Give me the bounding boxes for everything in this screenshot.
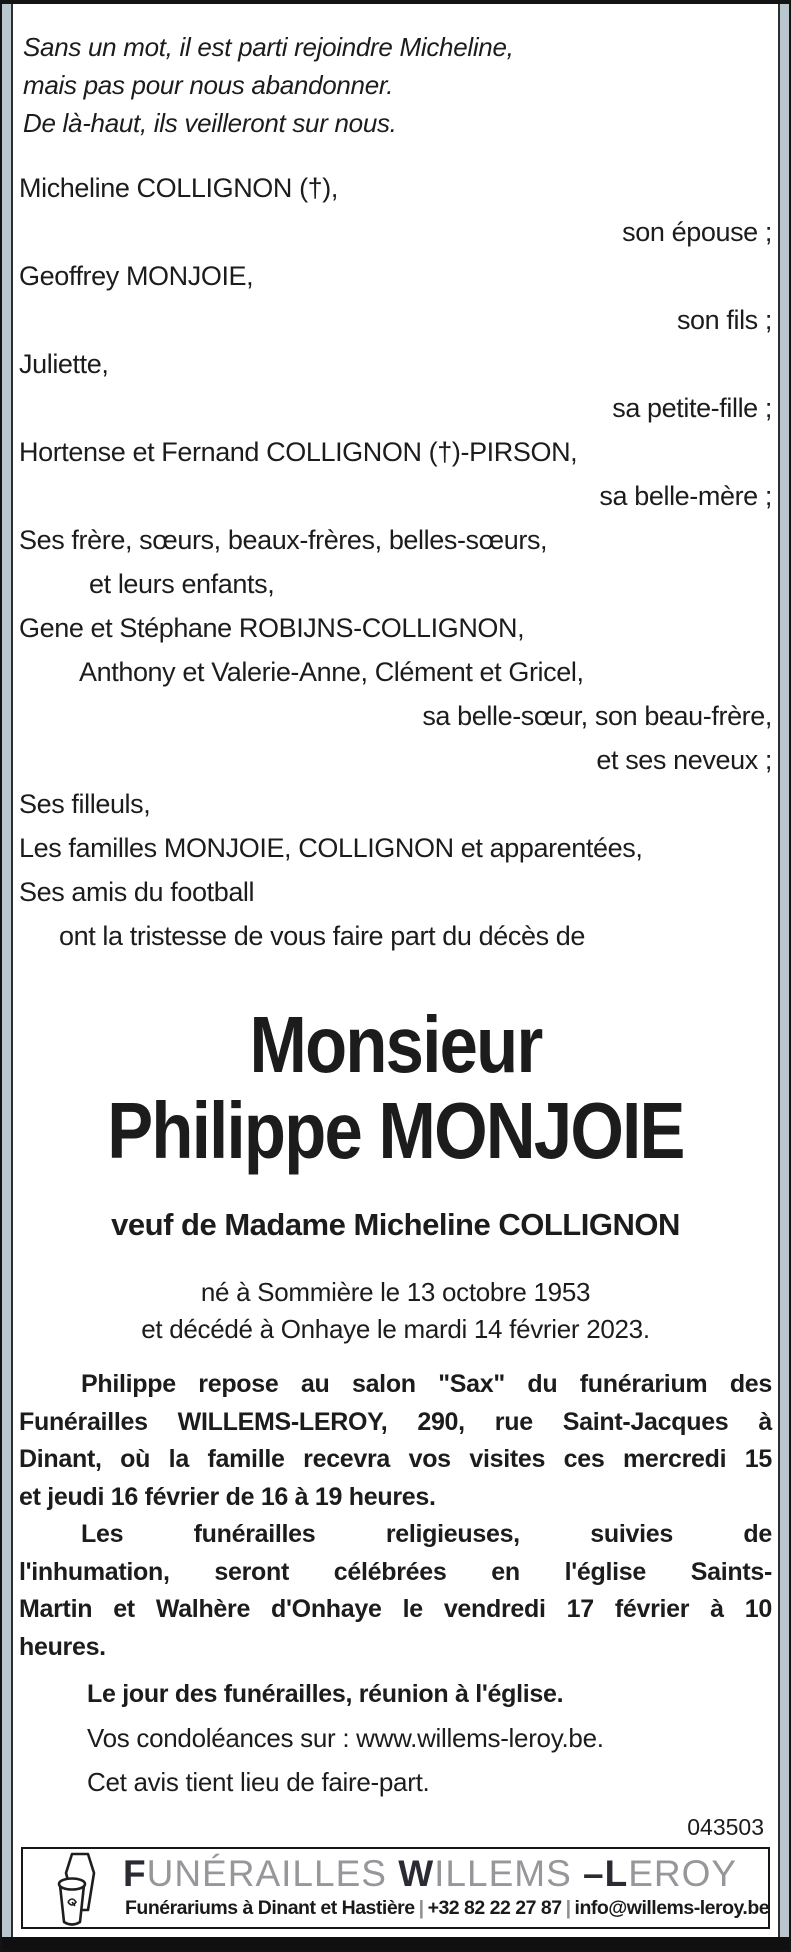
paragraph-line: Funérailles WILLEMS-LEROY, 290, rue Saint-Jacques à <box>19 1407 772 1436</box>
brand-tagline <box>125 1895 769 1921</box>
widower-subtitle: veuf de Madame Micheline COLLIGNON <box>111 1207 680 1242</box>
notice-line: Cet avis tient lieu de faire-part. <box>87 1767 430 1797</box>
family-relation-line: sa petite-fille ; <box>612 393 772 423</box>
death-line: et décédé à Onhaye le mardi 14 février 2023. <box>141 1314 650 1344</box>
reference-number: 043503 <box>687 1814 764 1840</box>
family-line: Geoffrey MONJOIE, <box>19 261 254 291</box>
church-meeting-line: Le jour des funérailles, réunion à l'église. <box>87 1680 564 1708</box>
tagline-location: Funérariums à Dinant et Hastière <box>125 1897 415 1919</box>
birth-death-dates <box>19 1274 772 1348</box>
paragraph-line: l'inhumation, seront célébrées en l'église Saints- <box>19 1557 772 1586</box>
family-line: et leurs enfants, <box>89 569 275 599</box>
paragraph-line: Les funérailles religieuses, suivies de <box>81 1520 772 1548</box>
paragraph-line: Dinant, où la famille recevra vos visites ces mercredi 15 <box>19 1445 772 1473</box>
brand-wordmark <box>123 1853 737 1895</box>
funeral-home-paragraph <box>19 1366 772 1516</box>
tagline-email: info@willems-leroy.be <box>574 1897 770 1919</box>
family-relation-line: son fils ; <box>676 305 772 335</box>
family-line: Anthony et Valerie-Anne, Clément et Gricel, <box>79 657 584 687</box>
tagline-separator: | <box>418 1897 424 1919</box>
family-line: Gene et Stéphane ROBIJNS-COLLIGNON, <box>19 613 525 643</box>
bottom-border-bar <box>2 1937 789 1950</box>
funeral-home-brand-box <box>21 1847 770 1929</box>
quote-line: mais pas pour nous abandonner. <box>23 70 394 100</box>
brand-initial-f: F <box>123 1853 147 1894</box>
family-line: Ses filleuls, <box>19 789 151 819</box>
announcement-intro-line: ont la tristesse de vous faire part du décès de <box>59 921 586 951</box>
brand-willems: ILLEMS <box>434 1853 572 1894</box>
condolences-line: Vos condoléances sur : www.willems-leroy.be. <box>87 1723 604 1753</box>
deceased-title-word: Monsieur <box>249 1000 542 1089</box>
deceased-name-title <box>72 1002 720 1174</box>
family-line: Juliette, <box>19 349 109 379</box>
paragraph-line: heures. <box>19 1632 106 1661</box>
paragraph-line: Philippe repose au salon "Sax" du funérarium des <box>81 1370 772 1398</box>
deceased-full-name: Philippe MONJOIE <box>107 1086 684 1175</box>
family-relation-line: sa belle-sœur, son beau-frère, <box>422 701 772 731</box>
epigraph-quote <box>19 28 772 142</box>
quote-line: Sans un mot, il est parti rejoindre Micheline, <box>23 32 514 62</box>
family-line: Hortense et Fernand COLLIGNON (†)-PIRSON, <box>19 437 578 467</box>
tagline-separator: | <box>565 1897 571 1919</box>
family-line: Ses amis du football <box>19 877 255 907</box>
brand-initial-w: W <box>398 1853 435 1894</box>
coffin-urn-icon <box>53 1852 105 1933</box>
funeral-service-paragraph <box>19 1516 772 1666</box>
obituary-sheet <box>11 4 780 1937</box>
family-relation-line: son épouse ; <box>622 217 772 247</box>
paragraph-line: et jeudi 16 février de 16 à 19 heures. <box>19 1482 436 1511</box>
brand-leroy: EROY <box>628 1853 738 1894</box>
brand-funerailles: UNÉRAILLES <box>146 1853 387 1894</box>
family-relation-line: et ses neveux ; <box>596 745 772 775</box>
family-line: Micheline COLLIGNON (†), <box>19 173 338 203</box>
brand-dash-l: –L <box>583 1853 629 1894</box>
paragraph-line: Martin et Walhère d'Onhaye le vendredi 17 février à 10 <box>19 1595 772 1623</box>
quote-line: De là-haut, ils veilleront sur nous. <box>23 108 397 138</box>
tagline-phone: +32 82 22 27 87 <box>427 1897 562 1919</box>
family-line: Les familles MONJOIE, COLLIGNON et apparentées, <box>19 833 643 863</box>
birth-line: né à Sommière le 13 octobre 1953 <box>200 1277 591 1307</box>
family-relation-line: sa belle-mère ; <box>599 481 772 511</box>
family-list <box>19 166 772 958</box>
family-line: Ses frère, sœurs, beaux-frères, belles-sœurs, <box>19 525 548 555</box>
